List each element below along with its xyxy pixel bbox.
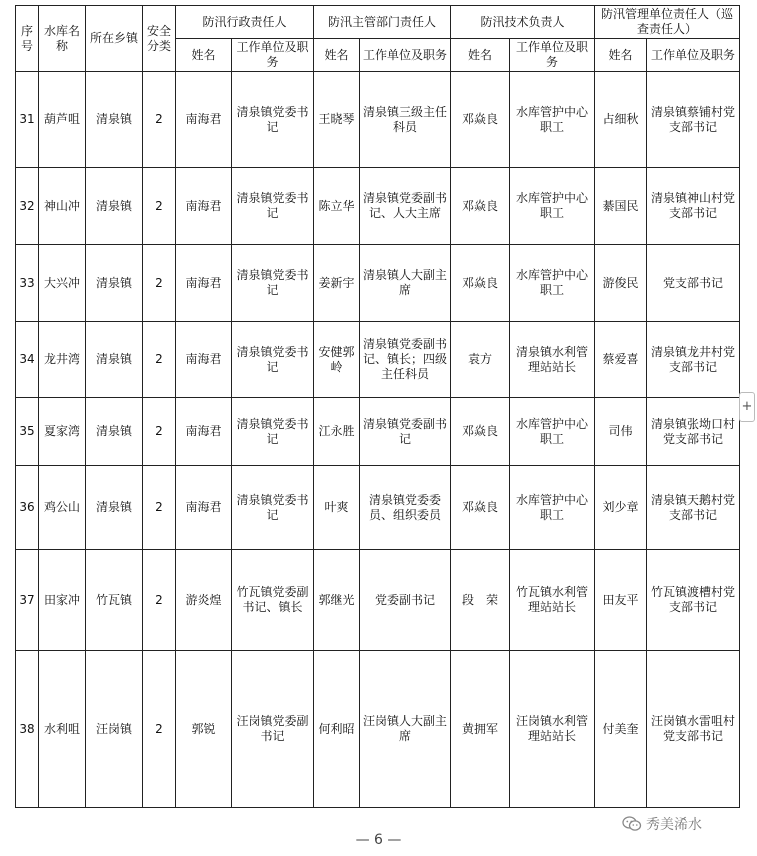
- cell-no: 37: [16, 550, 39, 651]
- cell-dept-unit: 清泉镇三级主任科员: [360, 72, 451, 168]
- table-row: [16, 550, 740, 651]
- cell-tech-unit: 水库管护中心职工: [510, 72, 595, 168]
- cell-town: 清泉镇: [86, 168, 143, 245]
- cell-admin-name: 南海君: [176, 398, 232, 466]
- cell-safety: 2: [143, 550, 176, 651]
- expand-button[interactable]: +: [739, 392, 755, 422]
- cell-dept-unit: 清泉镇人大副主席: [360, 245, 451, 322]
- cell-dept-name: 姜新宇: [314, 245, 360, 322]
- cell-reservoir: 夏家湾: [39, 398, 86, 466]
- cell-reservoir: 神山冲: [39, 168, 86, 245]
- cell-mgmt-unit: 竹瓦镇渡槽村党支部书记: [647, 550, 740, 651]
- cell-reservoir: 葫芦咀: [39, 72, 86, 168]
- cell-safety: 2: [143, 72, 176, 168]
- header-seq: 序号: [16, 6, 39, 72]
- cell-no: 31: [16, 72, 39, 168]
- watermark-text: 秀美浠水: [646, 817, 702, 833]
- responsibility-table: [15, 5, 740, 808]
- cell-reservoir: 田家冲: [39, 550, 86, 651]
- header-mgmt-unit: 工作单位及职务: [647, 39, 740, 72]
- cell-reservoir: 鸡公山: [39, 466, 86, 550]
- cell-admin-name: 游炎煌: [176, 550, 232, 651]
- cell-dept-name: 王晓琴: [314, 72, 360, 168]
- cell-no: 32: [16, 168, 39, 245]
- cell-town: 清泉镇: [86, 245, 143, 322]
- page-number: [0, 832, 757, 848]
- cell-dept-unit: 清泉镇党委副书记、人大主席: [360, 168, 451, 245]
- cell-tech-unit: 水库管护中心职工: [510, 245, 595, 322]
- cell-no: 35: [16, 398, 39, 466]
- cell-dept-unit: 清泉镇党委委员、组织委员: [360, 466, 451, 550]
- cell-town: 清泉镇: [86, 72, 143, 168]
- cell-dept-name: 陈立华: [314, 168, 360, 245]
- cell-admin-name: 南海君: [176, 245, 232, 322]
- header-tech-unit: 工作单位及职务: [510, 39, 595, 72]
- cell-admin-unit: 清泉镇党委书记: [232, 466, 314, 550]
- cell-safety: 2: [143, 398, 176, 466]
- cell-mgmt-name: 游俊民: [595, 245, 647, 322]
- header-mgmt-name: 姓名: [595, 39, 647, 72]
- cell-mgmt-unit: 清泉镇张坳口村党支部书记: [647, 398, 740, 466]
- cell-reservoir: 大兴冲: [39, 245, 86, 322]
- cell-safety: 2: [143, 466, 176, 550]
- cell-dept-unit: 清泉镇党委副书记、镇长；四级主任科员: [360, 322, 451, 398]
- table-row: [16, 398, 740, 466]
- page-number-text: — 6 —: [355, 832, 402, 848]
- cell-tech-name: 邓焱良: [451, 168, 510, 245]
- cell-safety: 2: [143, 168, 176, 245]
- table-row: [16, 651, 740, 808]
- cell-tech-unit: 水库管护中心职工: [510, 398, 595, 466]
- cell-admin-name: 南海君: [176, 168, 232, 245]
- cell-reservoir: 水利咀: [39, 651, 86, 808]
- cell-mgmt-unit: 清泉镇蔡铺村党支部书记: [647, 72, 740, 168]
- header-dept-group: 防汛主管部门责任人: [314, 6, 451, 39]
- cell-mgmt-unit: 汪岗镇水雷咀村党支部书记: [647, 651, 740, 808]
- cell-admin-unit: 清泉镇党委书记: [232, 168, 314, 245]
- cell-tech-name: 段 荣: [451, 550, 510, 651]
- cell-tech-unit: 清泉镇水利管理站站长: [510, 322, 595, 398]
- cell-mgmt-name: 司伟: [595, 398, 647, 466]
- header-tech-name: 姓名: [451, 39, 510, 72]
- cell-mgmt-name: 蔡爱喜: [595, 322, 647, 398]
- cell-dept-unit: 清泉镇党委副书记: [360, 398, 451, 466]
- cell-dept-name: 何利昭: [314, 651, 360, 808]
- table-row: [16, 322, 740, 398]
- header-dept-name: 姓名: [314, 39, 360, 72]
- cell-tech-name: 黄拥军: [451, 651, 510, 808]
- cell-tech-name: 邓焱良: [451, 466, 510, 550]
- cell-no: 33: [16, 245, 39, 322]
- cell-admin-unit: 清泉镇党委书记: [232, 72, 314, 168]
- header-admin-group: 防汛行政责任人: [176, 6, 314, 39]
- cell-mgmt-unit: 清泉镇神山村党支部书记: [647, 168, 740, 245]
- header-reservoir: 水库名称: [39, 6, 86, 72]
- cell-mgmt-name: 付美奎: [595, 651, 647, 808]
- cell-admin-unit: 竹瓦镇党委副书记、镇长: [232, 550, 314, 651]
- cell-dept-name: 郭继光: [314, 550, 360, 651]
- watermark: [622, 814, 702, 834]
- header-town: 所在乡镇: [86, 6, 143, 72]
- cell-admin-unit: 汪岗镇党委副书记: [232, 651, 314, 808]
- cell-mgmt-unit: 党支部书记: [647, 245, 740, 322]
- cell-town: 清泉镇: [86, 322, 143, 398]
- cell-admin-unit: 清泉镇党委书记: [232, 245, 314, 322]
- cell-admin-unit: 清泉镇党委书记: [232, 322, 314, 398]
- cell-dept-name: 叶爽: [314, 466, 360, 550]
- cell-tech-name: 邓焱良: [451, 398, 510, 466]
- cell-admin-name: 南海君: [176, 466, 232, 550]
- cell-mgmt-unit: 清泉镇龙井村党支部书记: [647, 322, 740, 398]
- table-row: [16, 168, 740, 245]
- cell-reservoir: 龙井湾: [39, 322, 86, 398]
- header-admin-name: 姓名: [176, 39, 232, 72]
- cell-safety: 2: [143, 322, 176, 398]
- cell-tech-unit: 汪岗镇水利管理站站长: [510, 651, 595, 808]
- cell-mgmt-name: 刘少章: [595, 466, 647, 550]
- cell-admin-name: 南海君: [176, 72, 232, 168]
- cell-admin-name: 郭锐: [176, 651, 232, 808]
- cell-tech-unit: 水库管护中心职工: [510, 168, 595, 245]
- header-safety: 安全分类: [143, 6, 176, 72]
- cell-town: 清泉镇: [86, 398, 143, 466]
- cell-tech-name: 袁方: [451, 322, 510, 398]
- cell-town: 清泉镇: [86, 466, 143, 550]
- cell-safety: 2: [143, 245, 176, 322]
- cell-dept-unit: 党委副书记: [360, 550, 451, 651]
- cell-tech-unit: 竹瓦镇水利管理站站长: [510, 550, 595, 651]
- cell-admin-name: 南海君: [176, 322, 232, 398]
- header-mgmt-group: 防汛管理单位责任人（巡查责任人）: [595, 6, 740, 39]
- cell-tech-name: 邓焱良: [451, 72, 510, 168]
- cell-no: 36: [16, 466, 39, 550]
- header-tech-group: 防汛技术负责人: [451, 6, 595, 39]
- cell-tech-unit: 水库管护中心职工: [510, 466, 595, 550]
- cell-admin-unit: 清泉镇党委书记: [232, 398, 314, 466]
- header-admin-unit: 工作单位及职务: [232, 39, 314, 72]
- cell-dept-unit: 汪岗镇人大副主席: [360, 651, 451, 808]
- cell-town: 汪岗镇: [86, 651, 143, 808]
- cell-dept-name: 江永胜: [314, 398, 360, 466]
- cell-mgmt-name: 占细秋: [595, 72, 647, 168]
- table-row: [16, 245, 740, 322]
- cell-mgmt-name: 田友平: [595, 550, 647, 651]
- cell-town: 竹瓦镇: [86, 550, 143, 651]
- cell-no: 34: [16, 322, 39, 398]
- wechat-icon: [622, 816, 642, 832]
- cell-no: 38: [16, 651, 39, 808]
- cell-tech-name: 邓焱良: [451, 245, 510, 322]
- header-dept-unit: 工作单位及职务: [360, 39, 451, 72]
- cell-mgmt-name: 綦国民: [595, 168, 647, 245]
- table-row: [16, 466, 740, 550]
- cell-safety: 2: [143, 651, 176, 808]
- cell-mgmt-unit: 清泉镇天鹅村党支部书记: [647, 466, 740, 550]
- table-row: [16, 72, 740, 168]
- cell-dept-name: 安健郭岭: [314, 322, 360, 398]
